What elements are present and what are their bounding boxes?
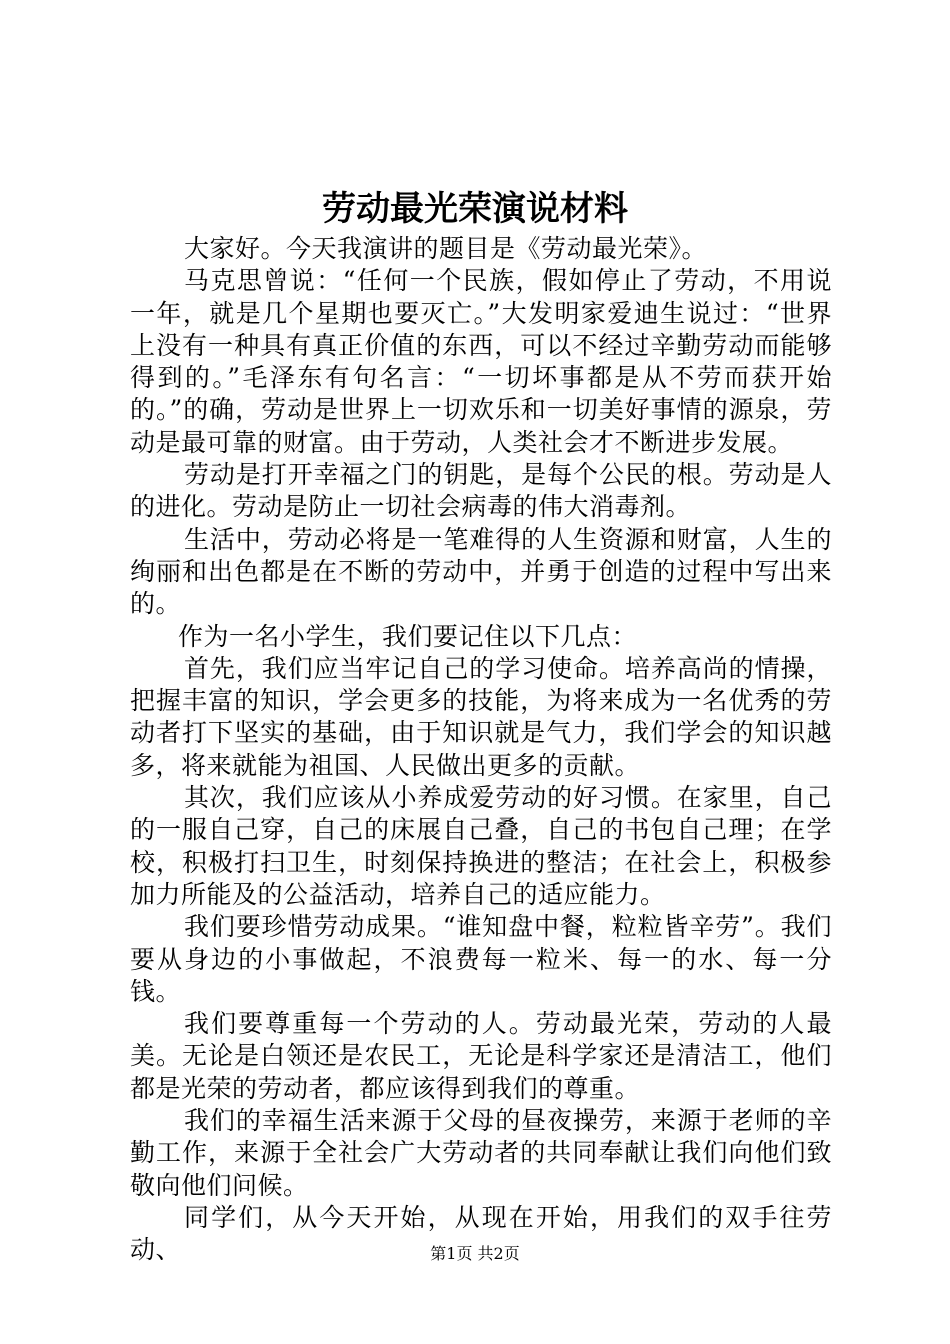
paragraph-student-points: 作为一名小学生，我们要记住以下几点： — [178, 621, 638, 651]
paragraph-call-to-action: 同学们，从今天开始，从现在开始，用我们的双手往劳动、 — [130, 1202, 832, 1265]
paragraph-second: 其次，我们应该从小养成爱劳动的好习惯。在家里，自己的一服自己穿，自己的床展自己叠，自己的书包自己理；在学校，积极打扫卫生，时刻保持换进的整洁；在社会上，积极参加力所能及的公益活动，培养自己的适应能力。 — [130, 783, 832, 909]
paragraph-life: 生活中，劳动必将是一笔难得的人生资源和财富，人生的绚丽和出色都是在不断的劳动中，并勇于创造的过程中写出来的。 — [130, 524, 832, 619]
paragraph-gratitude: 我们的幸福生活来源于父母的昼夜操劳，来源于老师的辛勤工作，来源于全社会广大劳动者的共同奉献让我们向他们致敬向他们问候。 — [130, 1106, 832, 1200]
paragraph-greeting: 大家好。今天我演讲的题目是《劳动最光荣》。 — [184, 234, 708, 263]
paragraph-respect: 我们要尊重每一个劳动的人。劳动最光荣，劳动的人最美。无论是白领还是农民工，无论是科学家还是清洁工，他们都是光荣的劳动者，都应该得到我们的尊重。 — [130, 1009, 832, 1103]
document-title: 劳动最光荣演说材料 — [322, 189, 628, 229]
paragraph-cherish: 我们要珍惜劳动成果。“谁知盘中餐，粒粒皆辛劳”。我们要从身边的小事做起，不浪费每一粒米、每一的水、每一分钱。 — [130, 912, 832, 1006]
document-body — [130, 233, 832, 1267]
paragraph-quotes: 马克思曾说：“任何一个民族，假如停止了劳动，不用说一年，就是几个星期也要灭亡。”大发明家爱迪生说过：“世界上没有一种具有真正价值的东西，可以不经过辛勤劳动而能够得到的。”毛泽东有句名言：“一切坏事都是从不劳而获开始的。”的确，劳动是世界上一切欢乐和一切美好事情的源泉，劳动是最可靠的财富。由于劳动，人类社会才不断进步发展。 — [130, 266, 832, 457]
page-number: 第1页 共2页 — [430, 1244, 520, 1263]
paragraph-labor-key: 劳动是打开幸福之门的钥匙，是每个公民的根。劳动是人的进化。劳动是防止一切社会病毒的伟大消毒剂。 — [130, 460, 832, 522]
paragraph-first: 首先，我们应当牢记自己的学习使命。培养高尚的情操，把握丰富的知识，学会更多的技能，为将来成为一名优秀的劳动者打下坚实的基础，由于知识就是气力，我们学会的知识越多，将来就能为祖国、人民做出更多的贡献。 — [130, 653, 832, 780]
